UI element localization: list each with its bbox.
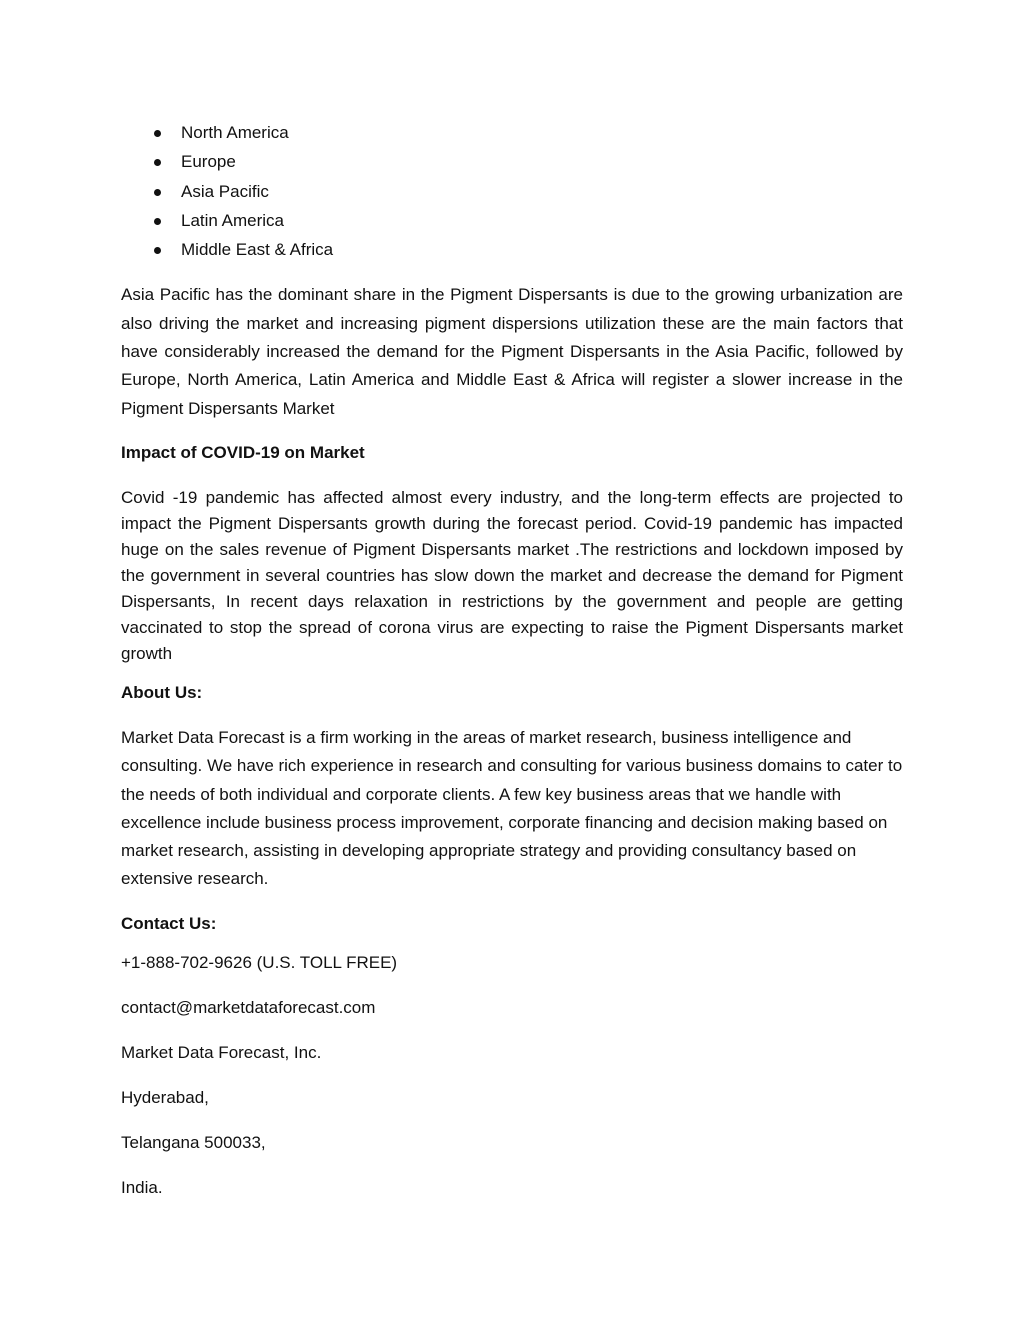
contact-company: Market Data Forecast, Inc.: [121, 1042, 322, 1062]
regional-analysis-paragraph: Asia Pacific has the dominant share in the Pigment Dispersants is due to the growing urbanization are also driving the market and increasing pigment dispersions utilization these are the main factors that have considerably increased the demand for the Pigment Dispersants in the Asia Pacific, followed by Europe, North America, Latin America and Middle East & Africa will register a slower increase in the Pigment Dispersants Market: [121, 285, 903, 418]
bullet-icon: [154, 189, 161, 196]
contact-city: Hyderabad,: [121, 1087, 209, 1107]
contact-state: Telangana 500033,: [121, 1132, 266, 1152]
region-label: Europe: [181, 152, 236, 172]
list-item: [121, 147, 903, 176]
list-item: [121, 235, 903, 264]
about-paragraph: Market Data Forecast is a firm working in the areas of market research, business intelligence and consulting. We have rich experience in research and consulting for various business domains to cater to the needs of both individual and corporate clients. A few key business areas that we handle with excellence include business process improvement, corporate financing and decision making based on market research, assisting in developing appropriate strategy and providing consultancy based on extensive research.: [121, 727, 903, 889]
region-label: Middle East & Africa: [181, 240, 334, 260]
region-label: Asia Pacific: [181, 181, 269, 201]
bullet-icon: [154, 247, 161, 254]
region-label: North America: [181, 123, 289, 142]
document-page: [121, 118, 903, 1201]
contact-email: contact@marketdataforecast.com: [121, 997, 376, 1017]
list-item: [121, 118, 903, 147]
list-item: [121, 206, 903, 235]
region-list: [121, 118, 903, 264]
covid-heading: Impact of COVID-19 on Market: [121, 442, 365, 462]
contact-phone: +1-888-702-9626 (U.S. TOLL FREE): [121, 952, 398, 972]
list-item: [121, 177, 903, 206]
contact-heading: Contact Us:: [121, 913, 217, 933]
about-heading: About Us:: [121, 682, 203, 702]
bullet-icon: [154, 218, 161, 225]
covid-paragraph: Covid -19 pandemic has affected almost every industry, and the long-term effects are projected to impact the Pigment Dispersants growth during the forecast period. Covid-19 pandemic has impacted huge on the sales revenue of Pigment Dispersants market .The restrictions and lockdown imposed by the government in several countries has slow down the market and decrease the demand for Pigment Dispersants, In recent days relaxation in restrictions by the government and people are getting vaccinated to stop the spread of corona virus are expecting to raise the Pigment Dispersants market growth: [121, 487, 903, 663]
bullet-icon: [154, 130, 161, 137]
contact-country: India.: [121, 1177, 163, 1197]
region-label: Latin America: [181, 210, 284, 230]
bullet-icon: [154, 159, 161, 166]
